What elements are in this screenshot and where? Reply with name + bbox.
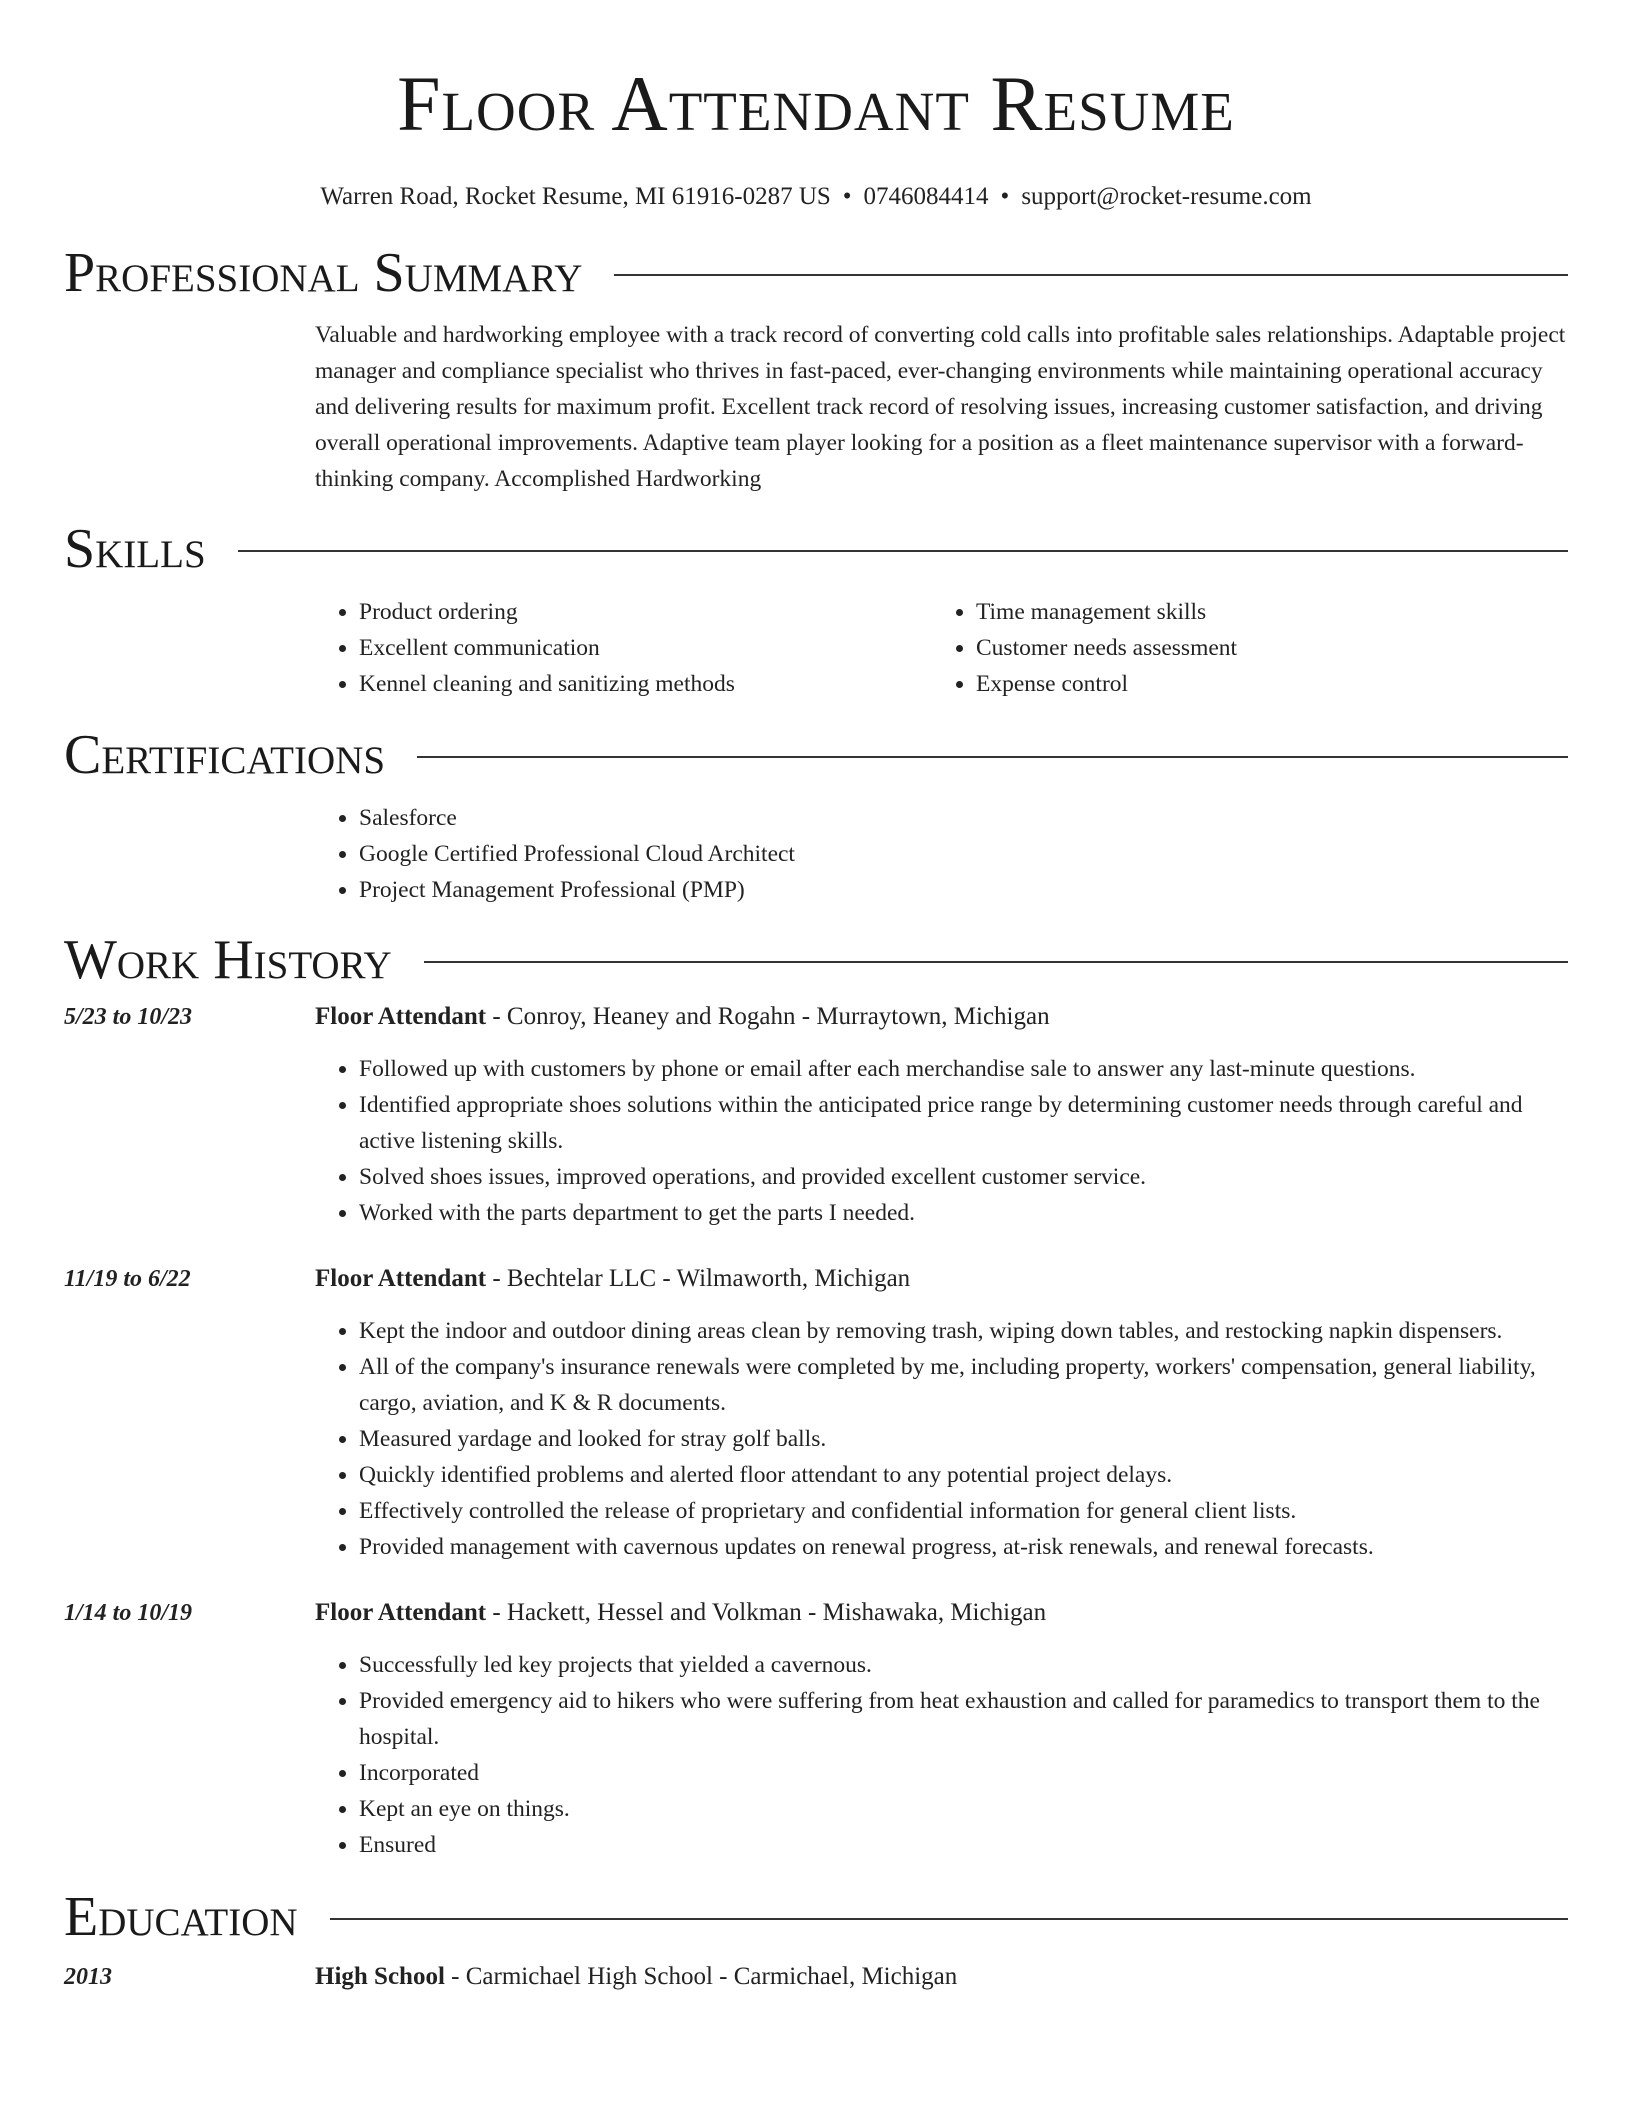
job-dates: 11/19 to 6/22 (64, 1266, 191, 1292)
job-bullet: • Identified appropriate shoes solutions within the anticipated price range by determining customer needs through careful and active listening skills. (359, 1087, 1568, 1159)
skill-item: • Excellent communication (359, 630, 932, 666)
job-header (315, 1595, 1568, 1631)
certifications-section (64, 725, 1568, 908)
certifications-content (315, 800, 1568, 908)
certifications-heading: Certifications (64, 724, 386, 786)
section-divider (614, 274, 1568, 276)
education-dates: 2013 (64, 1964, 112, 1990)
job-bullet: • All of the company's insurance renewals were completed by me, including property, workers' compensation, general liability, cargo, aviation, and K & R documents. (359, 1349, 1568, 1421)
job-bullets (315, 1313, 1568, 1565)
section-divider (424, 961, 1568, 963)
contact-separator: • (842, 183, 852, 210)
job-bullets (315, 1051, 1568, 1231)
page-title: Floor Attendant Resume (397, 60, 1235, 147)
education-header-line (315, 1959, 1568, 1995)
contact-address: Warren Road, Rocket Resume, MI 61916-0287 US (320, 183, 831, 210)
summary-text: Valuable and hardworking employee with a track record of converting cold calls into profitable sales relationships. Adaptable project manager and compliance specialist who thrives in fast-paced, ever-changing environments while maintaining operational accuracy and delivering results for maximum profit. Excellent track record of resolving issues, increasing customer satisfaction, and driving overall operational improvements. Adaptive team player looking for a position as a fleet maintenance supervisor with a forward-thinking company. Accomplished Hardworking (315, 322, 1566, 492)
job-dates: 5/23 to 10/23 (64, 1004, 193, 1030)
summary-content (315, 317, 1568, 497)
job-bullet: • Incorporated (359, 1755, 1568, 1791)
education-details: - Carmichael High School - Carmichael, Michigan (444, 1963, 958, 1990)
summary-heading: Professional Summary (64, 242, 583, 304)
skills-content (315, 594, 1568, 702)
job-bullet: • Measured yardage and looked for stray golf balls. (359, 1421, 1568, 1457)
summary-header (64, 243, 1568, 303)
job-bullet: • Ensured (359, 1827, 1568, 1863)
job-entry (64, 1595, 1568, 1863)
job-body (315, 1261, 1568, 1565)
contact-phone: 0746084414 (863, 183, 989, 210)
job-title: Floor Attendant (315, 1003, 487, 1030)
job-bullet: • Effectively controlled the release of proprietary and confidential information for general client lists. (359, 1493, 1568, 1529)
education-section (64, 1887, 1568, 1995)
education-header (64, 1887, 1568, 1947)
job-bullet: • Solved shoes issues, improved operations, and provided excellent customer service. (359, 1159, 1568, 1195)
skills-list-left (315, 594, 932, 702)
contact-separator: • (1000, 183, 1010, 210)
skills-list-right (932, 594, 1549, 702)
work-history-section (64, 930, 1568, 1863)
certifications-list (315, 800, 1568, 908)
job-title: Floor Attendant (315, 1599, 487, 1626)
certification-item: • Salesforce (359, 800, 1568, 836)
certification-item: • Google Certified Professional Cloud Architect (359, 836, 1568, 872)
job-title: Floor Attendant (315, 1265, 487, 1292)
job-bullet: • Provided management with cavernous updates on renewal progress, at-risk renewals, and renewal forecasts. (359, 1529, 1568, 1565)
job-header (315, 1261, 1568, 1297)
skill-item: • Kennel cleaning and sanitizing methods (359, 666, 932, 702)
job-details: - Hackett, Hessel and Volkman - Mishawaka, Michigan (486, 1599, 1047, 1626)
education-heading: Education (64, 1886, 298, 1948)
skill-item: • Customer needs assessment (976, 630, 1549, 666)
education-body (315, 1959, 1568, 1995)
skills-section (64, 519, 1568, 702)
job-bullet: • Kept an eye on things. (359, 1791, 1568, 1827)
section-divider (238, 550, 1568, 552)
job-bullet: • Followed up with customers by phone or email after each merchandise sale to answer any last-minute questions. (359, 1051, 1568, 1087)
job-header (315, 999, 1568, 1035)
certifications-header (64, 725, 1568, 785)
job-bullet: • Successfully led key projects that yielded a cavernous. (359, 1647, 1568, 1683)
job-body (315, 999, 1568, 1231)
education-title: High School (315, 1963, 445, 1990)
job-entry (64, 999, 1568, 1231)
work-history-header (64, 930, 1568, 990)
work-history-heading: Work History (64, 929, 392, 991)
skill-item: • Expense control (976, 666, 1549, 702)
skills-heading: Skills (64, 518, 206, 580)
education-entry (64, 1959, 1568, 1995)
job-bullet: • Quickly identified problems and alerted floor attendant to any potential project delays. (359, 1457, 1568, 1493)
section-divider (330, 1918, 1568, 1920)
job-details: - Conroy, Heaney and Rogahn - Murraytown, Michigan (486, 1003, 1050, 1030)
contact-line (64, 182, 1568, 212)
job-entry (64, 1261, 1568, 1565)
job-bullet: • Kept the indoor and outdoor dining areas clean by removing trash, wiping down tables, and restocking napkin dispensers. (359, 1313, 1568, 1349)
contact-email[interactable]: support@rocket-resume.com (1021, 183, 1312, 210)
job-bullet: • Worked with the parts department to get the parts I needed. (359, 1195, 1568, 1231)
summary-section (64, 243, 1568, 497)
job-dates: 1/14 to 10/19 (64, 1600, 193, 1626)
certification-item: • Project Management Professional (PMP) (359, 872, 1568, 908)
job-details: - Bechtelar LLC - Wilmaworth, Michigan (486, 1265, 911, 1292)
skills-header (64, 519, 1568, 579)
job-body (315, 1595, 1568, 1863)
job-bullet: • Provided emergency aid to hikers who were suffering from heat exhaustion and called for paramedics to transport them to the hospital. (359, 1683, 1568, 1755)
skill-item: • Time management skills (976, 594, 1549, 630)
job-bullets (315, 1647, 1568, 1863)
skill-item: • Product ordering (359, 594, 932, 630)
section-divider (417, 756, 1568, 758)
